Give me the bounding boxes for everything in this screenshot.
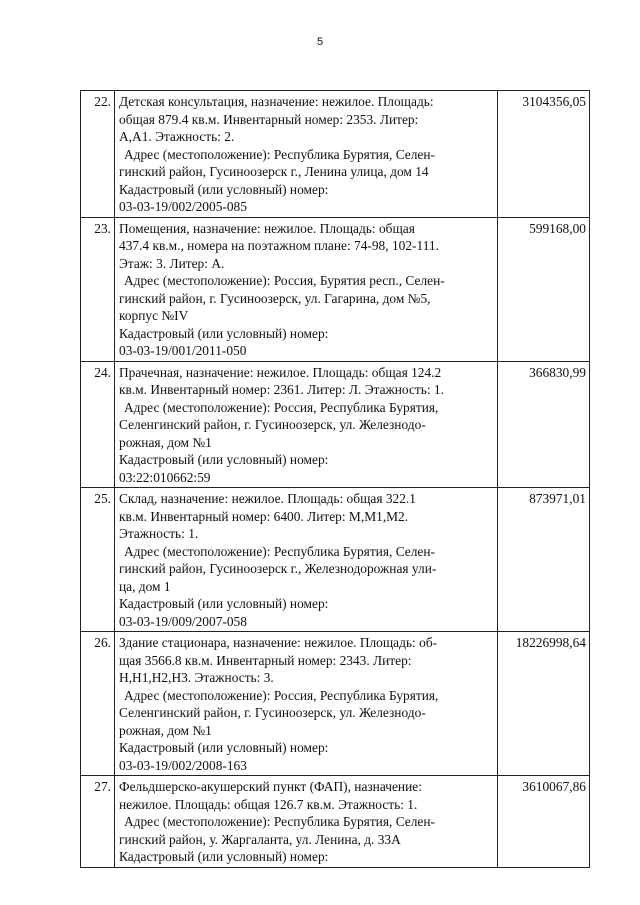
cadastral-number: 03-03-19/002/2008-163: [119, 757, 247, 773]
row-description: [115, 91, 498, 218]
description-line: щая 3566.8 кв.м. Инвентарный номер: 2343. Литер:: [119, 652, 412, 668]
description-line: Селенгинский район, г. Гусиноозерск, ул. Железнодо-: [119, 417, 426, 432]
description-line: ца, дом 1: [119, 578, 171, 594]
description-line: гинский район, г. Гусиноозерск, ул. Гагарина, дом №5,: [119, 290, 431, 306]
description-line: гинский район, Гусиноозерск г., Ленина улица, дом 14: [119, 164, 429, 179]
description-line: Этажность: 1.: [119, 526, 199, 541]
row-number: 24.: [81, 361, 115, 488]
description-line: Селенгинский район, г. Гусиноозерск, ул. Железнодо-: [119, 705, 426, 720]
address-line: Адрес (местоположение): Россия, Республика Бурятия,: [124, 399, 439, 415]
description-line: Н,Н1,Н2,Н3. Этажность: 3.: [119, 670, 274, 685]
description-line: 437.4 кв.м., номера на поэтажном плане: 74-98, 102-111.: [119, 238, 439, 253]
description-line: Этаж: 3. Литер: А.: [119, 255, 225, 271]
table-row: [81, 776, 590, 868]
description-line: Кадастровый (или условный) номер:: [119, 452, 329, 467]
row-description: [115, 361, 498, 488]
description-line: рожная, дом №1: [119, 434, 212, 450]
cadastral-number: 03-03-19/001/2011-050: [119, 343, 247, 358]
description-line: гинский район, Гусиноозерск г., Железнодорожная ули-: [119, 561, 437, 576]
description-line: Кадастровый (или условный) номер:: [119, 325, 329, 341]
address-line: Адрес (местоположение): Республика Бурятия, Селен-: [124, 814, 435, 829]
row-number: 25.: [81, 488, 115, 632]
description-line: гинский район, у. Жаргаланта, ул. Ленина, д. 33А: [119, 831, 401, 847]
table-row: [81, 488, 590, 632]
description-line: Помещения, назначение: нежилое. Площадь: общая: [119, 220, 415, 236]
address-line: Адрес (местоположение): Россия, Бурятия респ., Селен-: [124, 273, 445, 288]
row-description: [115, 632, 498, 776]
row-number: 26.: [81, 632, 115, 776]
row-value: 18226998,64: [498, 632, 590, 776]
page-number: 5: [316, 36, 324, 48]
description-line: нежилое. Площадь: общая 126.7 кв.м. Этажность: 1.: [119, 796, 418, 812]
table-row: [81, 91, 590, 218]
row-description: [115, 776, 498, 868]
address-line: Адрес (местоположение): Республика Бурятия, Селен-: [124, 543, 435, 559]
cadastral-number: 03:22:010662:59: [119, 469, 211, 485]
row-value: 366830,99: [498, 361, 590, 488]
description-line: Здание стационара, назначение: нежилое. Площадь: об-: [119, 635, 438, 650]
description-line: кв.м. Инвентарный номер: 6400. Литер: М,М1,М2.: [119, 508, 409, 524]
description-line: Кадастровый (или условный) номер:: [119, 849, 329, 864]
row-number: 22.: [81, 91, 115, 218]
table-row: [81, 632, 590, 776]
row-description: [115, 488, 498, 632]
row-value: 3610067,86: [498, 776, 590, 868]
row-value: 873971,01: [498, 488, 590, 632]
cadastral-number: 03-03-19/002/2005-085: [119, 199, 247, 214]
description-line: Кадастровый (или условный) номер:: [119, 596, 329, 611]
cadastral-number: 03-03-19/009/2007-058: [119, 613, 247, 629]
row-number: 27.: [81, 776, 115, 868]
description-line: Детская консультация, назначение: нежилое. Площадь:: [119, 94, 434, 109]
description-line: кв.м. Инвентарный номер: 2361. Литер: Л. Этажность: 1.: [119, 382, 444, 397]
address-line: Адрес (местоположение): Республика Бурятия, Селен-: [124, 146, 435, 162]
property-table-body: [81, 91, 590, 868]
property-table: [80, 90, 590, 868]
description-line: Кадастровый (или условный) номер:: [119, 181, 329, 197]
description-line: Фельдшерско-акушерский пункт (ФАП), назначение:: [119, 779, 422, 794]
table-row: [81, 217, 590, 361]
description-line: рожная, дом №1: [119, 722, 212, 738]
description-line: Прачечная, назначение: нежилое. Площадь: общая 124.2: [119, 364, 442, 380]
description-line: общая 879.4 кв.м. Инвентарный номер: 2353. Литер:: [119, 111, 419, 127]
row-value: 3104356,05: [498, 91, 590, 218]
description-line: Склад, назначение: нежилое. Площадь: общая 322.1: [119, 491, 416, 506]
table-row: [81, 361, 590, 488]
row-description: [115, 217, 498, 361]
description-line: А,А1. Этажность: 2.: [119, 129, 235, 144]
description-line: Кадастровый (или условный) номер:: [119, 740, 329, 755]
description-line: корпус №IV: [119, 308, 189, 323]
address-line: Адрес (местоположение): Россия, Республика Бурятия,: [124, 687, 439, 703]
row-value: 599168,00: [498, 217, 590, 361]
row-number: 23.: [81, 217, 115, 361]
